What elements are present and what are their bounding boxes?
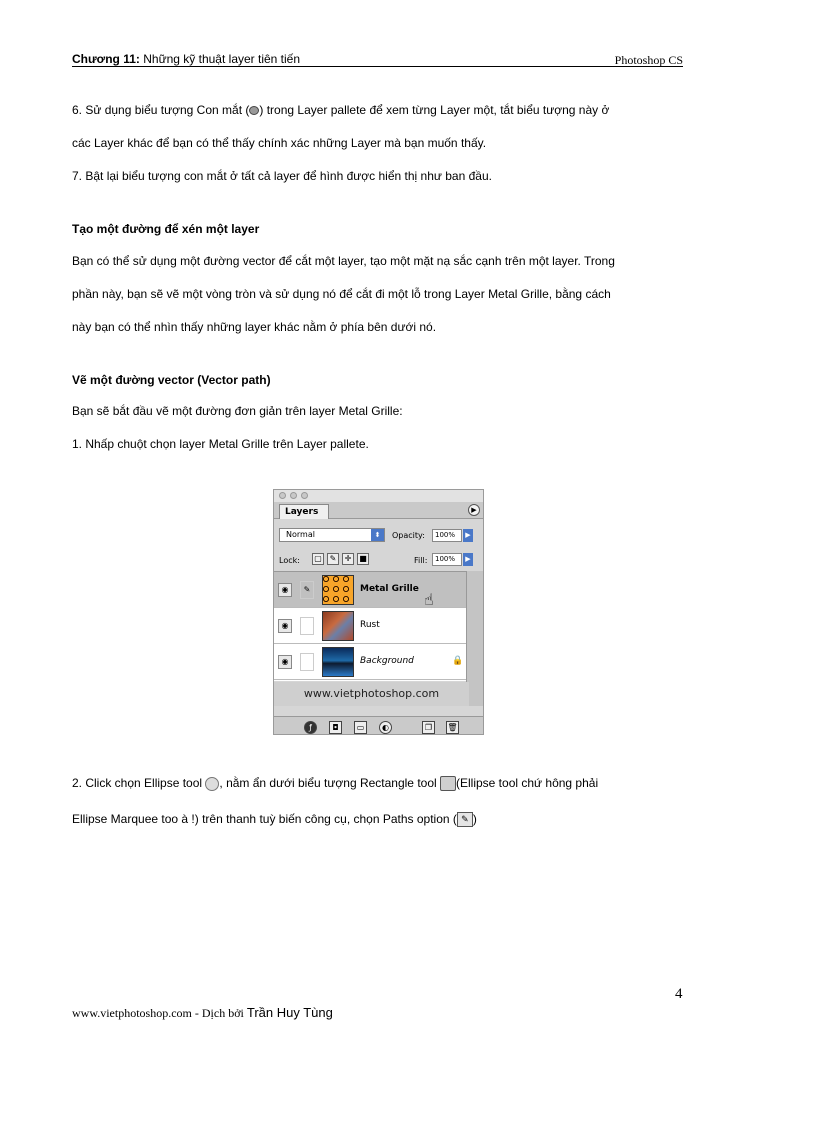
page-header bbox=[72, 52, 683, 67]
lock-label: Lock: bbox=[279, 556, 300, 565]
page-number: 4 bbox=[675, 986, 683, 1002]
chapter-title: Những kỹ thuật layer tiên tiến bbox=[139, 52, 301, 66]
palette-titlebar bbox=[274, 490, 483, 502]
layer-name: Rust bbox=[360, 620, 380, 630]
minimize-dot-icon[interactable] bbox=[290, 492, 297, 499]
eye-icon[interactable]: ◉ bbox=[278, 583, 292, 597]
layer-style-icon[interactable]: ƒ bbox=[304, 721, 317, 734]
layer-thumbnail bbox=[322, 647, 354, 677]
lock-transparency-icon[interactable]: ▢ bbox=[312, 553, 324, 565]
ellipse-tool-icon bbox=[205, 777, 219, 791]
step-6-text-b: ) trong Layer pallete để xem từng Layer một, tắt biểu tượng này ở bbox=[259, 103, 610, 117]
palette-bottom-bar bbox=[274, 716, 483, 735]
fill-label: Fill: bbox=[414, 556, 428, 565]
step-6-line-2: các Layer khác để bạn có thể thấy chính xác những Layer mà bạn muốn thấy. bbox=[72, 136, 487, 150]
step-7: 7. Bật lại biểu tượng con mắt ở tất cả layer để hình được hiển thị như ban đầu. bbox=[72, 169, 492, 183]
opacity-field[interactable]: 100% bbox=[432, 529, 462, 542]
chapter-heading bbox=[72, 52, 300, 66]
step-2-text-c: (Ellipse tool chứ hông phải bbox=[456, 776, 599, 790]
section-heading-vector-path: Vẽ một đường vector (Vector path) bbox=[72, 373, 271, 387]
footer-translator: Trần Huy Tùng bbox=[246, 1005, 333, 1020]
layer-name: Metal Grille bbox=[360, 584, 419, 594]
zoom-dot-icon[interactable] bbox=[301, 492, 308, 499]
footer-site: www.vietphotoshop.com - Dịch bởi bbox=[72, 1006, 247, 1020]
palette-watermark: www.vietphotoshop.com bbox=[274, 682, 469, 706]
step-2-line-2 bbox=[72, 812, 477, 827]
lock-position-icon[interactable]: ✛ bbox=[342, 553, 354, 565]
fill-arrow-icon[interactable]: ▶ bbox=[463, 553, 473, 566]
step-2-text-d: Ellipse Marquee too à !) trên thanh tuỳ biến công cụ, chọn Paths option ( bbox=[72, 812, 457, 826]
section-1-line-2: phần này, bạn sẽ vẽ một vòng tròn và sử dụng nó để cắt đi một lỗ trong Layer Metal Grille, bằng cách bbox=[72, 287, 611, 301]
eye-icon[interactable]: ◉ bbox=[278, 619, 292, 633]
opacity-arrow-icon[interactable]: ▶ bbox=[463, 529, 473, 542]
step-2-text-e: ) bbox=[472, 812, 477, 826]
lock-icon: 🔒 bbox=[452, 656, 464, 666]
step-2-text-b: , nằm ẩn dưới biểu tượng Rectangle tool bbox=[219, 776, 440, 790]
adjustment-layer-icon[interactable]: ◐ bbox=[379, 721, 392, 734]
step-6-text-a: 6. Sử dụng biểu tượng Con mắt ( bbox=[72, 103, 250, 117]
close-dot-icon[interactable] bbox=[279, 492, 286, 499]
palette-menu-icon[interactable]: ▶ bbox=[468, 504, 480, 516]
link-slot bbox=[300, 653, 314, 671]
paths-option-icon: ✎ bbox=[457, 812, 473, 827]
link-slot bbox=[300, 617, 314, 635]
layer-row-metal-grille[interactable] bbox=[274, 572, 469, 608]
layers-palette-figure bbox=[273, 489, 484, 735]
blend-mode-value: Normal bbox=[286, 530, 315, 539]
step-2-text-a: 2. Click chọn Ellipse tool bbox=[72, 776, 206, 790]
fill-field[interactable]: 100% bbox=[432, 553, 462, 566]
brush-icon: ✎ bbox=[300, 581, 314, 599]
step-1: 1. Nhấp chuột chọn layer Metal Grille trên Layer pallete. bbox=[72, 437, 369, 451]
layers-list bbox=[274, 571, 469, 681]
lock-all-icon[interactable]: ■ bbox=[357, 553, 369, 565]
chapter-label: Chương 11: bbox=[72, 52, 140, 66]
layer-thumbnail bbox=[322, 575, 354, 605]
opacity-label: Opacity: bbox=[392, 531, 425, 540]
tab-layers[interactable]: Layers bbox=[279, 504, 329, 519]
layer-row-background[interactable] bbox=[274, 644, 469, 680]
new-layer-icon[interactable]: ❐ bbox=[422, 721, 435, 734]
layer-mask-icon[interactable]: ◘ bbox=[329, 721, 342, 734]
section-1-line-3: này bạn có thể nhìn thấy những layer khác nằm ở phía bên dưới nó. bbox=[72, 320, 437, 334]
book-title: Photoshop CS bbox=[614, 53, 683, 67]
eye-icon[interactable]: ◉ bbox=[278, 655, 292, 669]
step-6-line-1 bbox=[72, 103, 609, 117]
step-2-line-1 bbox=[72, 776, 598, 791]
lock-image-icon[interactable]: ✎ bbox=[327, 553, 339, 565]
trash-icon[interactable]: 🗑 bbox=[447, 723, 458, 732]
section-heading-clip-path: Tạo một đường để xén một layer bbox=[72, 222, 260, 236]
eye-icon bbox=[249, 106, 259, 115]
layer-row-rust[interactable] bbox=[274, 608, 469, 644]
section-2-intro: Bạn sẽ bắt đầu vẽ một đường đơn giản trên layer Metal Grille: bbox=[72, 404, 403, 418]
layer-thumbnail bbox=[322, 611, 354, 641]
blend-mode-select[interactable] bbox=[279, 528, 385, 542]
section-1-line-1: Bạn có thể sử dụng một đường vector để cắt một layer, tạo một mặt nạ sắc cạnh trên một layer. Trong bbox=[72, 254, 615, 268]
page-footer bbox=[72, 1005, 333, 1021]
layer-name: Background bbox=[360, 656, 414, 666]
hand-cursor-icon: ☝ bbox=[424, 590, 434, 609]
chevron-down-icon: ⬍ bbox=[371, 529, 384, 541]
rectangle-tool-icon bbox=[440, 776, 456, 791]
new-set-icon[interactable]: ▭ bbox=[354, 721, 367, 734]
